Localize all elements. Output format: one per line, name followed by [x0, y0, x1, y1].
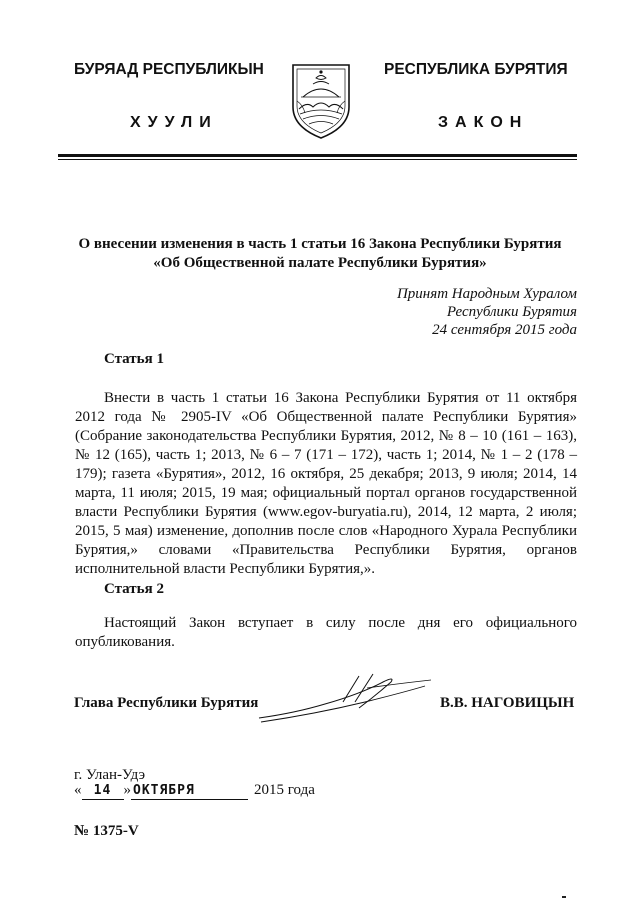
article2-heading: Статья 2 [104, 581, 164, 597]
date-close-quote: » [123, 782, 131, 798]
handwritten-signature-icon [255, 668, 445, 728]
law-title-line1: О внесении изменения в часть 1 статьи 16 Закона Республики Бурятия [78, 236, 562, 252]
signatory-name: В.В. НАГОВИЦЫН [440, 695, 575, 711]
header-divider-thick [58, 154, 577, 157]
coat-of-arms-emblem-icon [289, 61, 353, 141]
header-right-doctype: ЗАКОН [438, 114, 529, 131]
header-left-title: БУРЯАД РЕСПУБЛИКЫН [74, 61, 264, 78]
adoption-line2: Республики Бурятия [446, 304, 577, 320]
article1-text: Внести в часть 1 статьи 16 Закона Республики Бурятия от 11 октября 2012 года № 2905-IV «Об Общественной палате Республики Бурятия» (Собрание законодательства Республики Бурятия, 2012, № 8 – 10 (161 – 163), № 12 (165), часть 1; 2013, № 6 – 7 (171 – 172), часть 1; 2014, № 1 – 2 (178 – 179); газета «Бурятия», 2012, 16 октября, 25 декабря; 2013, 9 июля; 2014, 14 марта, 11 июля; 2015, 19 мая; официальный портал органов государственной власти Республики Бурятия (www.egov-buryatia.ru), 2014, 12 марта, 2 июля; 2015, 5 мая) изменение, дополнив после слов «Народного Хурала Республики Бурятия,» словами «Правительства Республики Бурятия, органов исполнительной власти Республики Бурятия,». [75, 390, 577, 577]
adoption-note [397, 285, 577, 339]
article1-heading: Статья 1 [104, 351, 164, 367]
adoption-date: 24 сентября 2015 года [432, 322, 577, 338]
header-divider-thin [58, 159, 577, 160]
header-left-doctype: ХУУЛИ [130, 114, 218, 131]
date-month: ОКТЯБРЯ [131, 782, 248, 800]
law-title-line2: «Об Общественной палате Республики Бурятия» [153, 255, 487, 271]
date-year: 2015 года [254, 782, 315, 798]
signing-date [74, 782, 315, 800]
date-day: 14 [82, 782, 124, 800]
signatory-role: Глава Республики Бурятия [74, 695, 259, 711]
adoption-line1: Принят Народным Хуралом [396, 286, 577, 302]
city: г. Улан-Удэ [74, 767, 146, 783]
header-right-title: РЕСПУБЛИКА БУРЯТИЯ [384, 61, 568, 78]
page-mark [562, 896, 566, 898]
date-open-quote: « [74, 782, 82, 798]
law-title [60, 235, 580, 273]
article2-text: Настоящий Закон вступает в силу после дня его официального опубликования. [75, 615, 577, 650]
law-number: № 1375-V [74, 823, 139, 839]
